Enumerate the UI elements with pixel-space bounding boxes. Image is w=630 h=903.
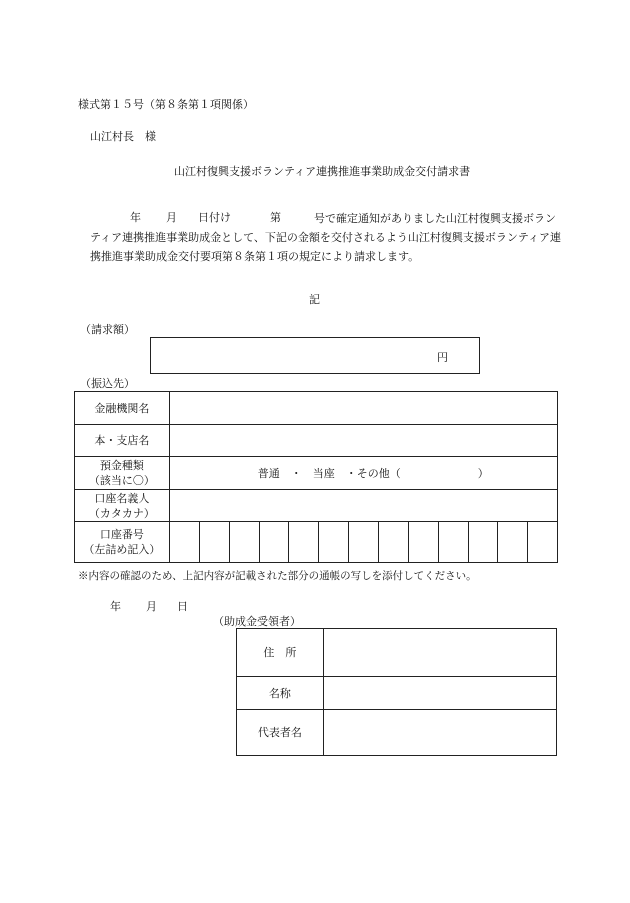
account-digit-cell[interactable] <box>439 522 469 563</box>
intro-month: 月 <box>166 211 177 224</box>
name-field[interactable] <box>323 677 556 710</box>
deposit-type-options[interactable]: 普通 ・ 当座 ・その他（ ） <box>169 457 557 490</box>
intro-number-prefix: 第 <box>270 211 281 224</box>
intro-year: 年 <box>130 211 141 224</box>
date-month: 月 <box>146 600 157 613</box>
holder-label: 口座名義人 （カタカナ） <box>75 490 170 522</box>
account-digit-cell[interactable] <box>289 522 319 563</box>
form-number: 様式第１５号（第８条第１項関係） <box>78 98 254 111</box>
deposit-type-label: 預金種類 （該当に〇） <box>75 457 170 490</box>
account-digit-cell[interactable] <box>199 522 229 563</box>
account-digit-cell[interactable] <box>527 522 557 563</box>
account-digit-cell[interactable] <box>379 522 409 563</box>
account-digit-cell[interactable] <box>409 522 439 563</box>
holder-field[interactable] <box>169 490 557 522</box>
account-number-label: 口座番号 （左詰め記入） <box>75 522 170 563</box>
account-digit-cell[interactable] <box>319 522 349 563</box>
account-digit-cell[interactable] <box>469 522 498 563</box>
intro-body: 号で確定通知がありました山江村復興支援ボランティア連携推進事業助成金として、下記の金額を交付されるよう山江村復興支援ボランティア連携推進事業助成金交付要項第８条第１項の規定により請求します。 <box>90 212 562 263</box>
ki-heading: 記 <box>309 293 320 306</box>
branch-label: 本・支店名 <box>75 425 170 457</box>
representative-field[interactable] <box>323 710 556 756</box>
address-field[interactable] <box>323 629 556 677</box>
institution-field[interactable] <box>169 392 557 425</box>
date-day: 日 <box>177 600 188 613</box>
name-label: 名称 <box>237 677 324 710</box>
address-label: 住 所 <box>237 629 324 677</box>
intro-date-suffix: 日付け <box>198 211 231 224</box>
recipient-label: （助成金受領者） <box>213 615 301 628</box>
document-title: 山江村復興支援ボランティア連携推進事業助成金交付請求書 <box>174 165 471 178</box>
bank-table <box>74 391 558 563</box>
account-digit-cell[interactable] <box>498 522 528 563</box>
representative-label: 代表者名 <box>237 710 324 756</box>
date-year: 年 <box>110 600 121 613</box>
addressee: 山江村長 様 <box>90 130 156 143</box>
yen-unit: 円 <box>437 351 448 364</box>
institution-label: 金融機関名 <box>75 392 170 425</box>
branch-field[interactable] <box>169 425 557 457</box>
recipient-table <box>236 628 557 756</box>
request-amount-field[interactable] <box>150 337 480 374</box>
attachment-note: ※内容の確認のため、上記内容が記載された部分の通帳の写しを添付してください。 <box>78 570 477 582</box>
bank-label: （振込先） <box>80 377 135 390</box>
account-digit-cell[interactable] <box>349 522 379 563</box>
account-digit-cell[interactable] <box>169 522 199 563</box>
account-digit-cell[interactable] <box>259 522 289 563</box>
request-amount-label: （請求額） <box>80 323 135 336</box>
account-digit-cell[interactable] <box>229 522 259 563</box>
